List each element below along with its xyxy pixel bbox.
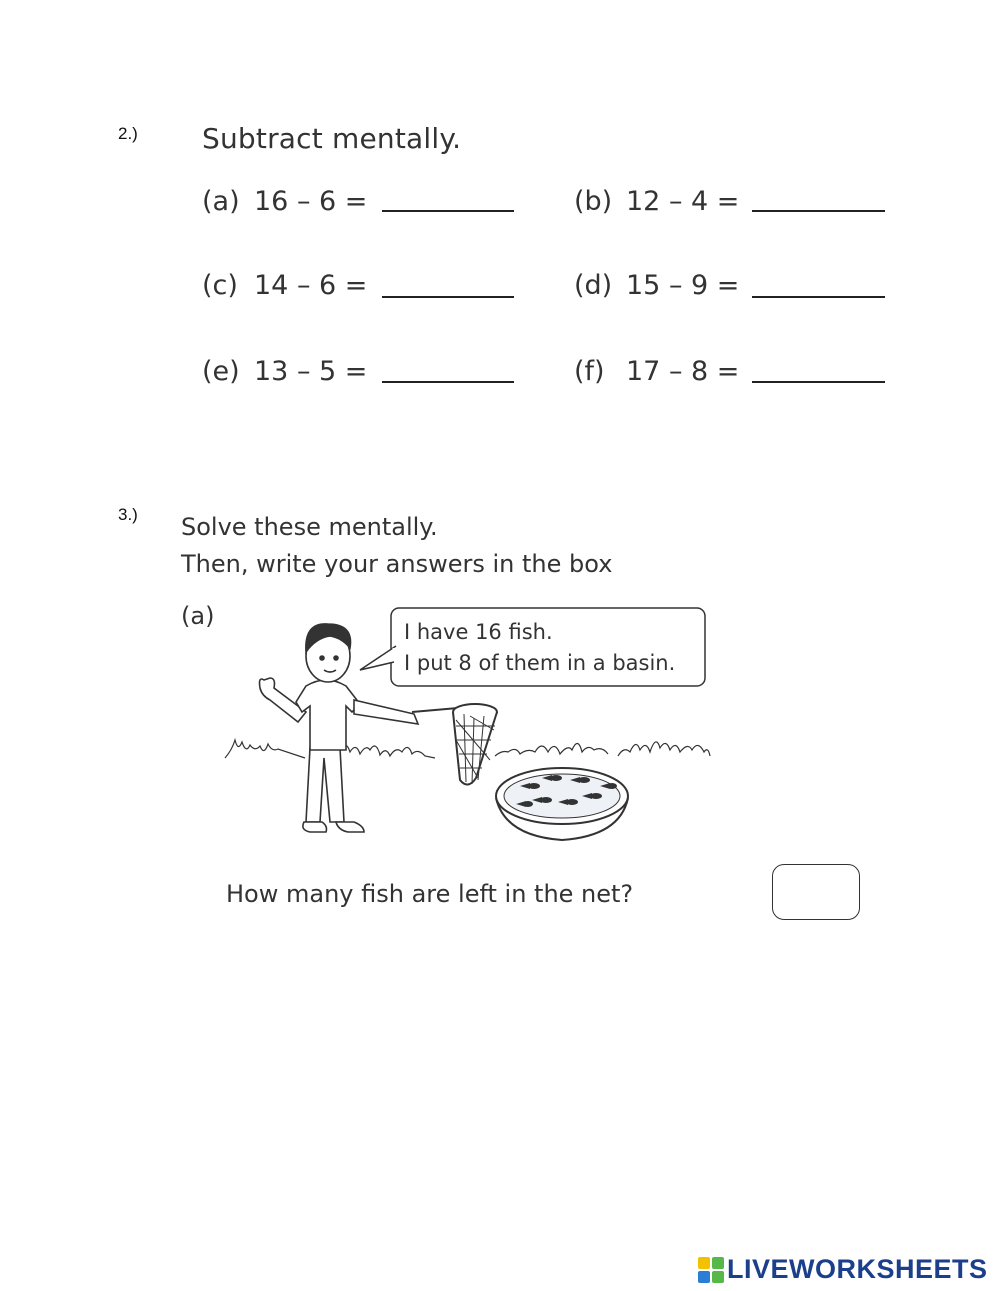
question-2-title: Subtract mentally.	[202, 122, 462, 155]
problem-d	[574, 270, 739, 301]
problem-a	[202, 186, 367, 217]
question-3-instructions	[181, 509, 612, 583]
liveworksheets-brand: LIVEWORKSHEETS	[727, 1254, 988, 1284]
answer-input-b[interactable]	[752, 178, 889, 210]
problem-expression: 14 – 6 =	[254, 270, 368, 301]
problem-expression: 15 – 9 =	[626, 270, 740, 301]
answer-box-3a	[772, 864, 860, 920]
answer-input-e[interactable]	[382, 349, 518, 381]
answer-input-d[interactable]	[752, 264, 889, 296]
answer-line-e	[382, 381, 514, 383]
basin-with-fish	[496, 768, 628, 840]
instruction-line-2: Then, write your answers in the box	[181, 550, 613, 578]
problem-label: (b)	[574, 186, 613, 217]
part-label-a: (a)	[181, 602, 215, 630]
problem-e	[202, 356, 367, 387]
answer-line-b	[752, 210, 885, 212]
problem-label: (d)	[574, 270, 613, 301]
answer-line-a	[382, 210, 514, 212]
problem-expression: 12 – 4 =	[626, 186, 740, 217]
question-3a-text: How many fish are left in the net?	[226, 880, 634, 908]
fishing-net	[412, 704, 497, 785]
speech-line-2: I put 8 of them in a basin.	[404, 651, 676, 675]
problem-label: (f)	[574, 356, 605, 387]
problem-expression: 13 – 5 =	[254, 356, 368, 387]
problem-c	[202, 270, 367, 301]
answer-input-a[interactable]	[382, 178, 518, 210]
answer-line-f	[752, 381, 885, 383]
question-3-number: 3.)	[118, 505, 138, 524]
problem-expression: 17 – 8 =	[626, 356, 740, 387]
question-2-number: 2.)	[118, 124, 138, 143]
problem-b	[574, 186, 739, 217]
problem-expression: 16 – 6 =	[254, 186, 368, 217]
instruction-line-1: Solve these mentally.	[181, 513, 438, 541]
speech-line-1: I have 16 fish.	[404, 620, 553, 644]
problem-label: (a)	[202, 186, 240, 217]
answer-line-c	[382, 296, 514, 298]
problem-label: (c)	[202, 270, 238, 301]
answer-input-c[interactable]	[382, 264, 518, 296]
answer-input-3a[interactable]	[773, 865, 859, 919]
answer-input-f[interactable]	[752, 349, 889, 381]
speech-bubble-text	[404, 617, 675, 679]
answer-line-d	[752, 296, 885, 298]
problem-label: (e)	[202, 356, 240, 387]
problem-f	[574, 356, 739, 387]
liveworksheets-logo-icon	[698, 1257, 724, 1283]
